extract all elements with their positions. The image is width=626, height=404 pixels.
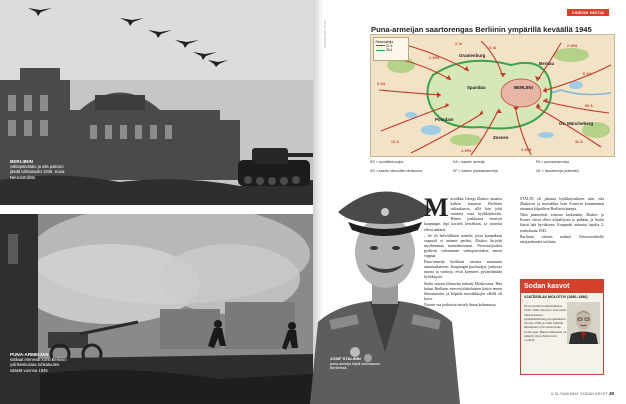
sidebar-text: Neuvostoliiton ulkoministeri 1939–1949. Molotov neuvotteli Saksan kanssa hyökkäämättömyyssopimuksen vuonna 1939 ja toimi Stalinin lähimpänä työtoverina koko sodan ajan. Hänen mukaansa on nimetty myös Molotovin cocktail. (524, 304, 567, 343)
side-credit: KUVA: AKG IMAGES (323, 20, 327, 49)
street-battle-caption-text: sotilaat etenevät kohti Berliinin ydinkeskustaa tuhkatuulen säästä vuonna 1945 (10, 357, 67, 373)
sidebar-title: Sodan kasvot (521, 280, 603, 293)
article-paragraph: Berliinin valtaus maksoi Neuvostoliitolle satojatuhansia sotilaita. (520, 234, 604, 244)
sidebar-person-name: VJATŠESLAV MOLOTOV (1890–1986) (524, 295, 588, 299)
map-label-zossen: Zossen (493, 135, 509, 140)
section-tag: VIDEON HISTIA (567, 9, 609, 16)
svg-text:69. A: 69. A (585, 104, 593, 108)
map-legend (373, 37, 409, 61)
berlin-encirclement-map (370, 34, 615, 157)
stalin-caption-text: puna-armeija käytti sotimaansa Berliinissä. (330, 361, 380, 371)
footer-publication: ILTA-SANOMAT SODAN ARVET (551, 392, 608, 396)
map-note: KP = kaartin panssariarmeija (453, 168, 498, 173)
article-paragraph: Stalin seurasi tilannetta tarkasti Moskovasta. Hän halusi Berliinin neuvostoliittolaisten käsiin ennen liittoutuneita, ja kilpailu marsalkkojen välillä oli kova. (424, 281, 502, 301)
map-legend-item: 25.4. (376, 48, 407, 52)
map-label-berlin: BERLIINI (514, 85, 533, 90)
article-paragraph: STALIN oli jakanut hyökkäysalueen niin, että Zhukovin ja marsalkka Ivan Konevin komentamat rintamat kilpailivat Berliinin kunnia. (520, 197, 604, 212)
map-note: PA = panssariarmeija (536, 160, 569, 164)
svg-text:2. KPA: 2. KPA (567, 44, 578, 48)
stalin-caption (330, 357, 380, 371)
map-note: RS = rynnäkkösuojus (370, 160, 404, 164)
berlin-city (501, 79, 541, 107)
map-note: UK = iskuarmeija (sotaväki) (536, 168, 579, 173)
svg-text:1. KPA: 1. KPA (429, 56, 440, 60)
svg-text:13. A: 13. A (391, 140, 399, 144)
street-battle-caption (10, 352, 68, 373)
reichstag-caption-text: valtiopäivätalo ja sitä pakoon jäädä tuhkatuulet 1945. Kuva: Neuvostoliitto (10, 164, 66, 180)
street-battle-photo (0, 214, 313, 404)
svg-text:33. A: 33. A (575, 140, 583, 144)
svg-text:5. IA: 5. IA (489, 46, 496, 50)
page-footer (313, 389, 626, 399)
article-paragraph: Puna-armeija hyökkäsi useasta suunnasta samanaikaisesti. Kaupungin puolustajat, joukossa nuoria ja vanhoja, eivät kyenneet pysäyttämään hyökkäystä. (424, 260, 502, 280)
map-note: KA = kaartin armeija (453, 160, 485, 164)
map-label-spandau: Spandau (467, 85, 486, 90)
reichstag-photo (0, 0, 313, 205)
reichstag-caption-title: BERLIININ (10, 159, 33, 164)
stalin-caption-title: JOSIF STALININ (330, 356, 361, 361)
article-column-1 (424, 197, 502, 372)
war-faces-sidebar (520, 279, 604, 375)
drop-cap: M (424, 197, 449, 222)
svg-text:3. IA: 3. IA (455, 42, 462, 46)
map-title: Puna-armeijan saartorengas Berliinin ympärillä keväällä 1945 (371, 25, 592, 34)
map-legend-item: 21.4. (376, 44, 407, 48)
page-number: 49 (609, 391, 615, 396)
article-column-2 (520, 197, 604, 275)
reichstag-caption (10, 159, 68, 180)
svg-text:5. KA: 5. KA (377, 82, 386, 86)
map-label-muencheberg: Ov. Müncheberg (559, 121, 594, 126)
street-battle-photo-drawing (0, 214, 313, 404)
military-cap (338, 191, 432, 224)
svg-text:3. KPA: 3. KPA (521, 148, 532, 152)
article-paragraph: Näin jännitettiin toisiaan keskenään. Zhukov ja Konev olivat olleet kilpailijoita jo pitkään, ja Stalin käytti tätä hyväkseen. Kaupunki antautui lopulta 2. toukokuuta 1945. (520, 213, 604, 233)
map-label-oranienburg: Oranienburg (459, 53, 486, 58)
article-paragraph: – Se oli helvetillinen taistelu, jossa kumpikaan osapuoli ei antanut periksi, Zhukov kirjoitti myöhemmin muistelmissaan. Neuvostojoukot pyrkivät valtaamaan valtiopäivätalon ennen vappua. (424, 233, 502, 259)
molotov-portrait (567, 302, 600, 344)
map-legend-heading: Rintamalinja (375, 39, 394, 44)
street-battle-caption-title: PUNA-ARMEIJAN (10, 352, 49, 357)
svg-text:4. KPA: 4. KPA (461, 149, 472, 153)
article-paragraph: Nuorin osa joukoista taisteli ilman kokemusta. (424, 302, 497, 307)
map-label-potsdam: Potsdam (435, 117, 454, 122)
map-label-bernau: Bernau (539, 61, 555, 66)
map-note: AS = kaartin ratsuväen divisioona (370, 168, 423, 173)
svg-text:8. KA: 8. KA (583, 72, 592, 76)
article-paragraph: arsalkka Georgi Zhukov ansaitsi kaiken kunnian Berliinin valtauksesta, sillä hän johti suurinta osaa hyökkäyksestä. Hänen joukkonsa etenivät kaupungin läpi kortteli kerrallaan, ja taistelut olivat ankarat. (424, 197, 502, 232)
